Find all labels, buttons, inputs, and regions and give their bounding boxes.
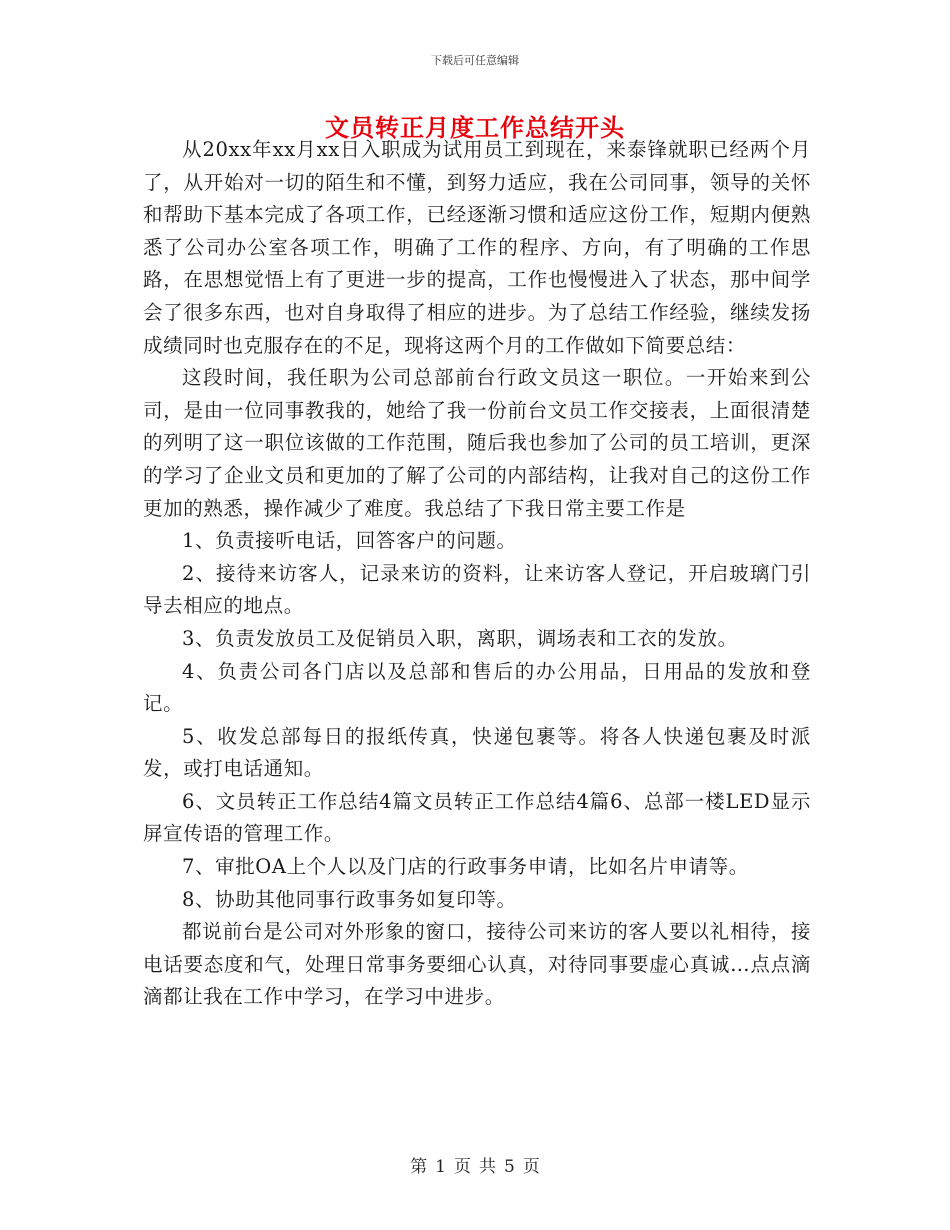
duty-item-7: 7、审批OA上个人以及门店的行政事务申请，比如名片申请等。 — [182, 855, 749, 879]
page-footer — [0, 1152, 950, 1177]
duty-item-4: 4、负责公司各门店以及总部和售后的办公用品，日用品的发放和登记。 — [143, 659, 811, 716]
footer-gong: 共 — [479, 1157, 496, 1177]
header-note: 下载后可任意编辑 — [431, 54, 519, 67]
duty-item-1: 1、负责接听电话，回答客户的问题。 — [182, 529, 517, 553]
footer-total-pages: 5 — [504, 1157, 515, 1177]
paragraph-role: 这段时间，我任职为公司总部前台行政文员这一职位。一开始来到公司，是由一位同事教我的，她给了我一份前台文员工作交接表，上面很清楚的列明了这一职位该做的工作范围，随后我也参加了公司的员工培训，更深的学习了企业文员和更加的了解了公司的内部结构，让我对自己的这份工作更加的熟悉，操作减少了难度。我总结了下我日常主要工作是 — [143, 366, 811, 520]
footer-ye: 页 — [454, 1157, 471, 1177]
paragraph-closing: 都说前台是公司对外形象的窗口，接待公司来访的客人要以礼相待，接电话要态度和气，处理日常事务要细心认真，对待同事要虚心真诚…点点滴滴都让我在工作中学习，在学习中进步。 — [143, 920, 811, 1009]
document-title: 文员转正月度工作总结开头 — [325, 113, 625, 142]
duty-item-2: 2、接待来访客人，记录来访的资料，让来访客人登记，开启玻璃门引导去相应的地点。 — [143, 561, 811, 618]
duty-item-3: 3、负责发放员工及促销员入职，离职，调场表和工衣的发放。 — [182, 626, 738, 650]
footer-di: 第 — [410, 1157, 428, 1177]
footer-ye-end: 页 — [522, 1157, 540, 1177]
footer-page-number: 1 — [435, 1157, 446, 1177]
paragraph-intro: 从20xx年xx月xx日入职成为试用员工到现在，来泰锋就职已经两个月了，从开始对一切的陌生和不懂，到努力适应，我在公司同事，领导的关怀和帮助下基本完成了各项工作，已经逐渐习惯和适应这份工作，短期内便熟悉了公司办公室各项工作，明确了工作的程序、方向，有了明确的工作思路，在思想觉悟上有了更进一步的提高，工作也慢慢进入了状态，那中间学会了很多东西，也对自身取得了相应的进步。为了总结工作经验，继续发扬成绩同时也克服存在的不足，现将这两个月的工作做如下简要总结： — [143, 138, 811, 357]
duty-item-6: 6、文员转正工作总结4篇文员转正工作总结4篇6、总部一楼LED显示屏宣传语的管理工作。 — [143, 789, 811, 846]
document-body — [143, 134, 811, 1014]
duty-item-8: 8、协助其他同事行政事务如复印等。 — [182, 887, 517, 911]
duty-item-5: 5、收发总部每日的报纸传真，快递包裹等。将各人快递包裹及时派发，或打电话通知。 — [143, 724, 811, 781]
